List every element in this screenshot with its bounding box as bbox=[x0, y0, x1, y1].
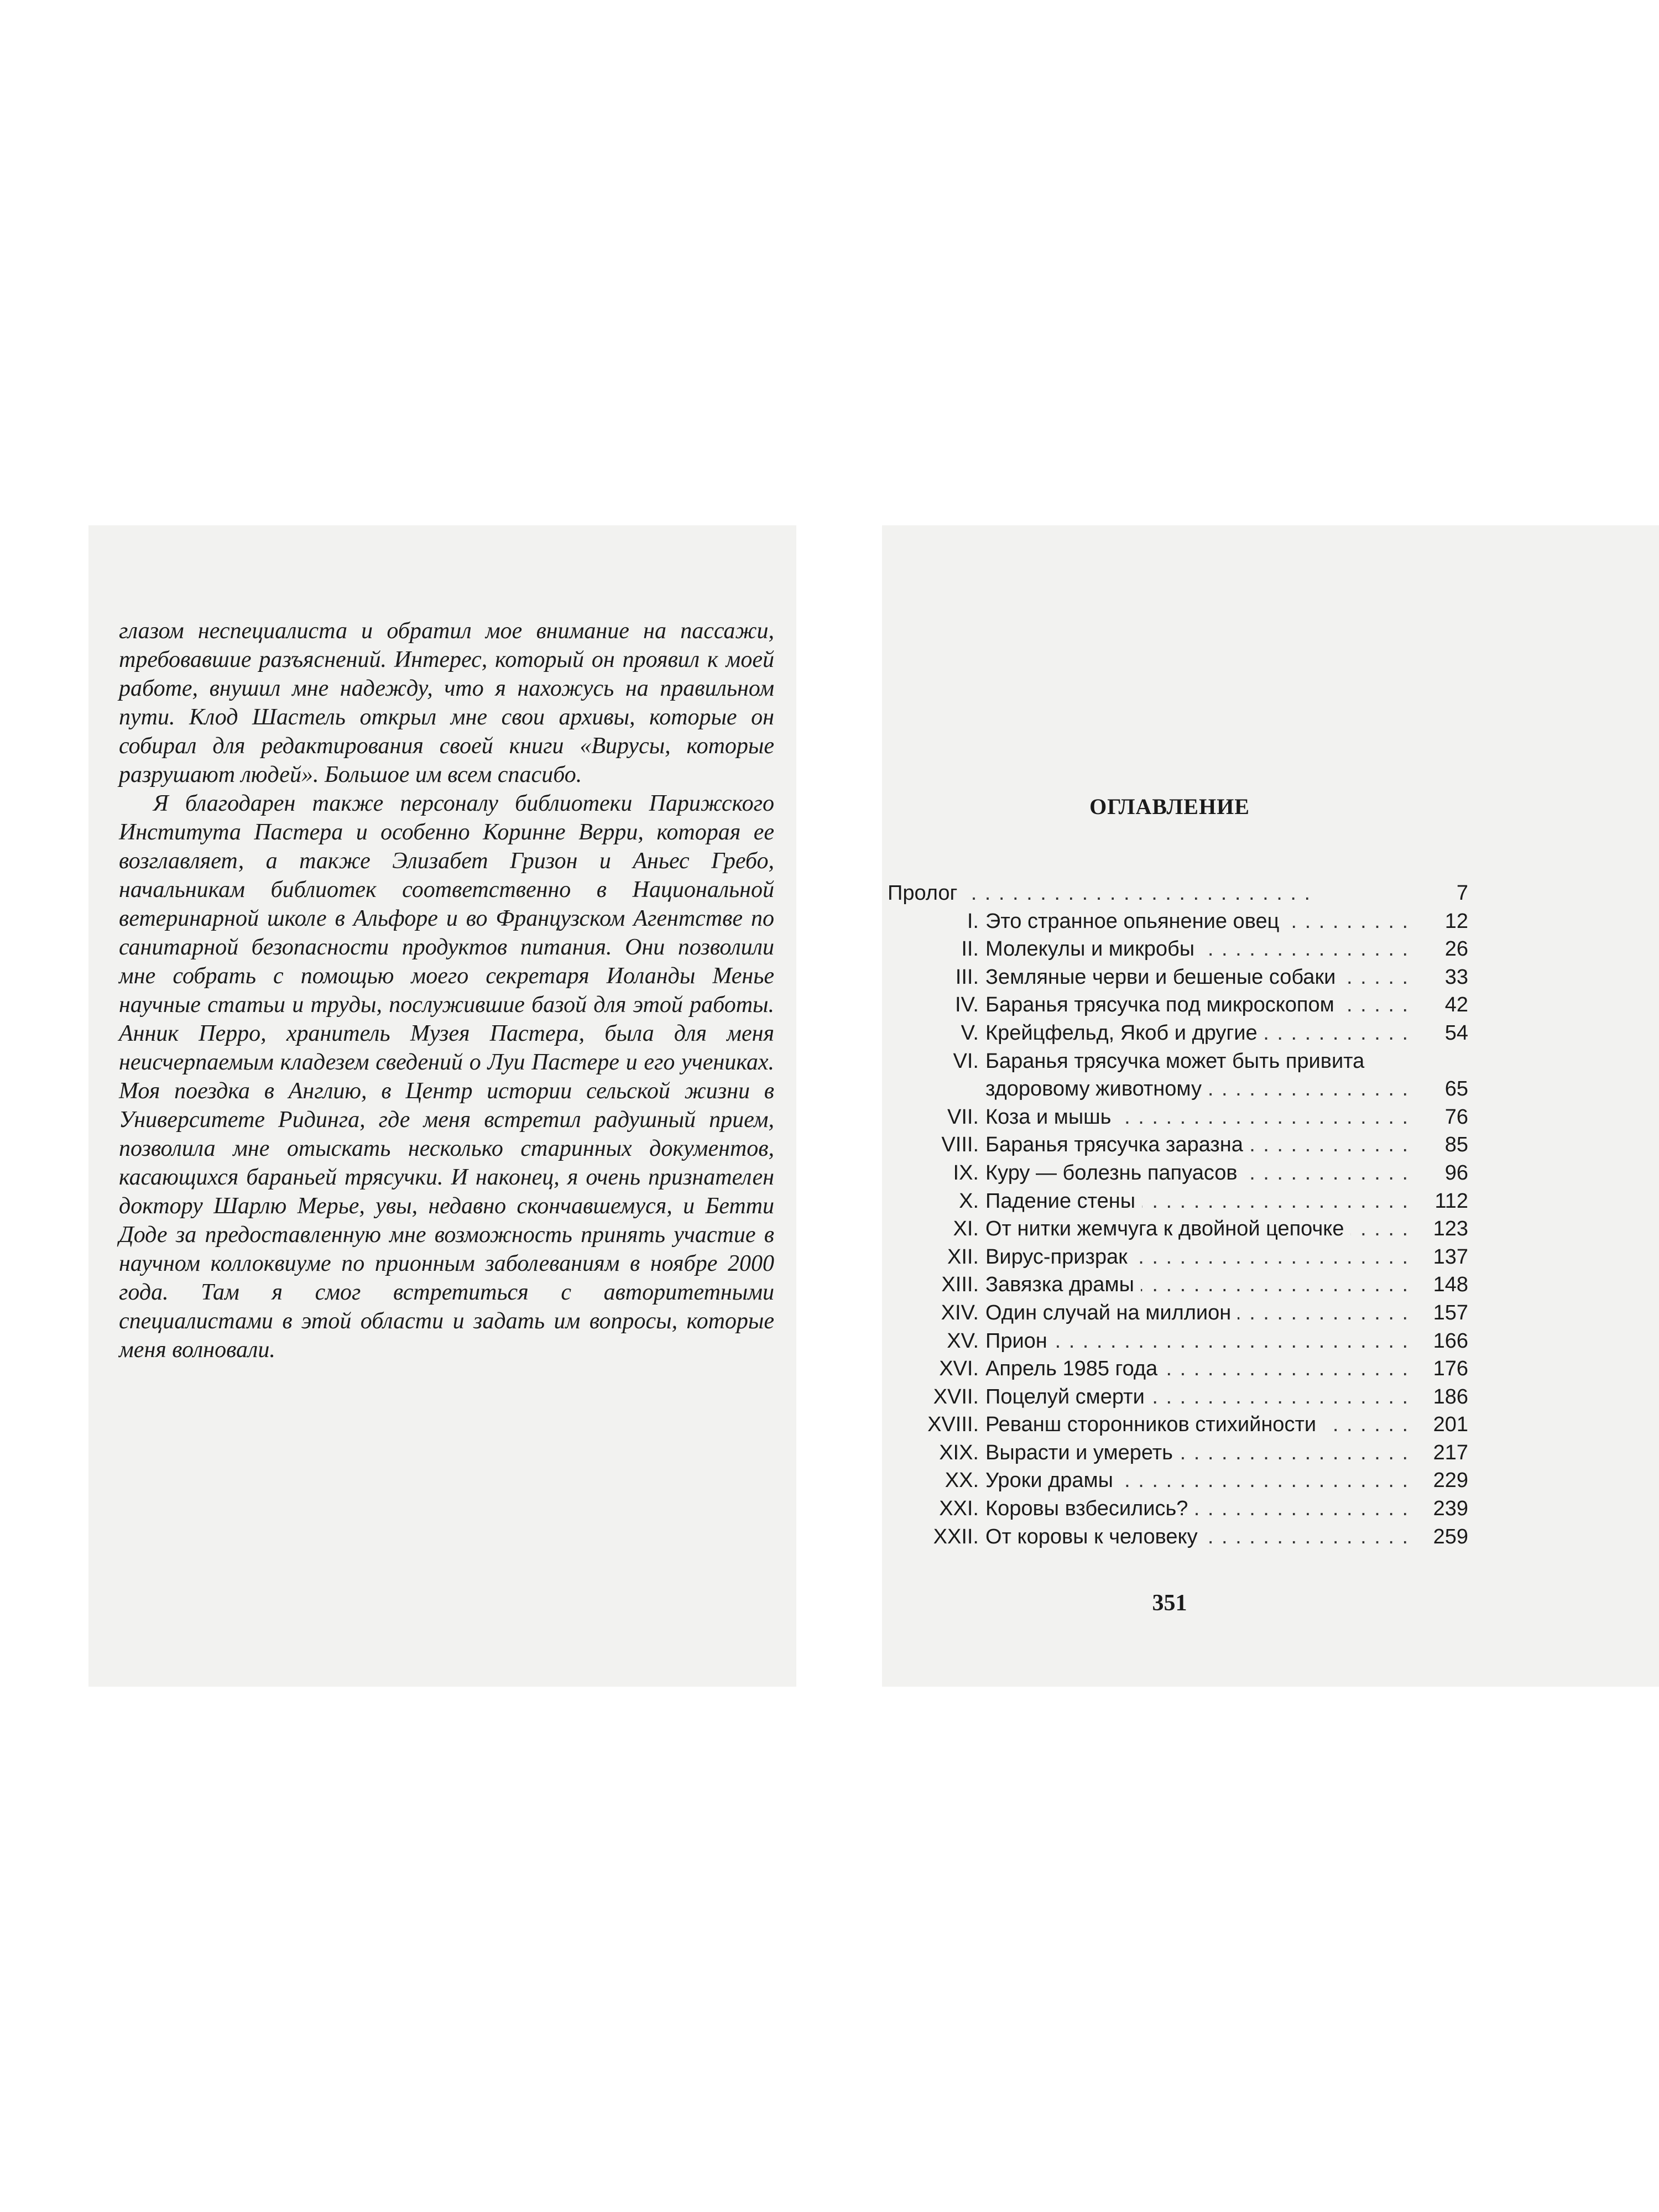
chapter-title-text: Коровы взбесились? bbox=[985, 1497, 1194, 1520]
chapter-page-number: 186 bbox=[1433, 1385, 1468, 1408]
chapter-title bbox=[985, 1411, 1411, 1439]
chapter-page-number: 166 bbox=[1433, 1329, 1468, 1353]
toc-entry bbox=[888, 907, 1468, 936]
chapter-number: IV. bbox=[955, 993, 979, 1017]
chapter-page-number: 12 bbox=[1444, 909, 1468, 933]
chapter-title-text: Поцелуй смерти bbox=[985, 1385, 1151, 1408]
chapter-page-number: 54 bbox=[1444, 1021, 1468, 1045]
chapter-number: XXII. bbox=[933, 1525, 979, 1548]
chapter-title-text: Прион bbox=[985, 1329, 1054, 1353]
chapter-title-text: Коза и мышь bbox=[985, 1105, 1118, 1129]
chapter-page-number: 217 bbox=[1433, 1441, 1468, 1464]
table-of-contents bbox=[888, 879, 1468, 1551]
toc-entry bbox=[888, 1047, 1468, 1103]
chapter-title-text: Реванш сторонников стихийности bbox=[985, 1413, 1323, 1436]
chapter-number: XVI. bbox=[939, 1357, 979, 1381]
paragraph: глазом неспециалиста и обратил мое внимание на пассажи, требовавшие разъяснений. Интерес, который он проявил к моей работе, внушил мне надежду, что я нахожусь на правильном пути. Клод Шастель открыл мне свои архивы, которые он собирал для редактирования своей книги «Вирусы, которые разрушают людей». Большое им всем спасибо. bbox=[119, 618, 774, 787]
chapter-page-number: 26 bbox=[1444, 937, 1468, 961]
toc-entry bbox=[888, 1411, 1468, 1439]
chapter-title bbox=[985, 963, 1411, 992]
toc-entry bbox=[888, 1271, 1468, 1299]
chapter-page-number: 148 bbox=[1433, 1273, 1468, 1297]
chapter-title bbox=[985, 1467, 1411, 1495]
toc-entry bbox=[888, 1439, 1468, 1467]
page-number: 351 bbox=[1152, 1590, 1187, 1616]
chapter-page-number: 176 bbox=[1433, 1357, 1468, 1381]
toc-entry bbox=[888, 1131, 1468, 1159]
chapter-number: V. bbox=[961, 1021, 979, 1045]
chapter-number: XIV. bbox=[941, 1301, 979, 1324]
chapter-title-text: Апрель 1985 года bbox=[985, 1357, 1164, 1380]
chapter-number: XII. bbox=[947, 1245, 979, 1269]
toc-entry bbox=[888, 1159, 1468, 1187]
chapter-page-number: 33 bbox=[1444, 965, 1468, 989]
toc-entry bbox=[888, 1355, 1468, 1383]
chapter-title-text: Вырасти и умереть bbox=[985, 1441, 1180, 1464]
chapter-page-number: 42 bbox=[1444, 993, 1468, 1017]
chapter-title bbox=[985, 1019, 1411, 1047]
chapter-title bbox=[985, 1047, 1411, 1103]
toc-entry bbox=[888, 935, 1468, 963]
chapter-title bbox=[985, 1103, 1411, 1131]
chapter-title bbox=[985, 1131, 1411, 1159]
chapter-page-number: 65 bbox=[1444, 1077, 1468, 1101]
chapter-number: XX. bbox=[945, 1469, 979, 1493]
chapter-title-text: Крейцфельд, Якоб и другие bbox=[985, 1021, 1264, 1045]
chapter-number: XIX. bbox=[939, 1441, 979, 1464]
chapter-title bbox=[985, 991, 1411, 1019]
chapter-title bbox=[985, 1243, 1411, 1271]
chapter-page-number: 112 bbox=[1434, 1189, 1468, 1213]
chapter-title bbox=[985, 1439, 1411, 1467]
chapter-title bbox=[985, 1215, 1411, 1243]
chapter-title bbox=[985, 935, 1411, 963]
chapter-number: VIII. bbox=[941, 1133, 979, 1157]
chapter-title bbox=[985, 907, 1411, 936]
toc-entry bbox=[888, 1467, 1468, 1495]
right-page bbox=[882, 525, 1659, 1687]
chapter-title bbox=[985, 1355, 1411, 1383]
toc-title: ОГЛАВЛЕНИЕ bbox=[1089, 794, 1250, 819]
toc-entry bbox=[888, 1019, 1468, 1047]
chapter-page-number: 259 bbox=[1433, 1525, 1468, 1548]
chapter-number: I. bbox=[967, 909, 979, 933]
chapter-page-number: 96 bbox=[1444, 1161, 1468, 1185]
chapter-title-text: Баранья трясучка может быть привита здоровому животному bbox=[985, 1049, 1365, 1101]
chapter-title-text: От нитки жемчуга к двойной цепочке bbox=[985, 1217, 1350, 1240]
chapter-number: XI. bbox=[953, 1217, 979, 1241]
chapter-page-number: 157 bbox=[1433, 1301, 1468, 1324]
chapter-title bbox=[985, 1523, 1411, 1551]
chapter-title-text: Падение стены bbox=[985, 1190, 1142, 1213]
toc-entry bbox=[888, 1523, 1468, 1551]
toc-entry bbox=[888, 991, 1468, 1019]
toc-entry bbox=[888, 963, 1468, 992]
chapter-number: VI. bbox=[953, 1049, 979, 1073]
chapter-title-text: Завязка драмы bbox=[985, 1273, 1141, 1296]
chapter-number: XIII. bbox=[941, 1273, 979, 1297]
chapter-title-text: Вирус-призрак bbox=[985, 1245, 1134, 1269]
paragraph: Я благодарен также персоналу библиотеки Парижского Института Пастера и особенно Коринне Верри, которая ее возглавляет, а также Элизабет Гризон и Аньес Гребо, начальникам библиотек соответственно в Национальной ветеринарной школе в Альфоре и во Французском Агентстве по санитарной безопасности продуктов питания. Они позволили мне собрать с помощью моего секретаря Иоланды Менье научные статьи и труды, послужившие базой для этой работы. Анник Перро, хранитель Музея Пастера, была для меня неисчерпаемым кладезем сведений о Луи Пастере и его учениках. Моя поездка в Англию, в Центр истории сельской жизни в Университете Ридинга, где меня встретил радушный прием, позволила мне отыскать несколько старинных документов, касающихся бараньей трясучки. И наконец, я очень признателен доктору Шарлю Мерье, увы, недавно скончавшемуся, и Бетти Доде за предоставленную мне возможность принять участие в научном коллоквиуме по прионным заболеваниям в ноябре 2000 года. Там я смог встретиться с авторитетными специалистами в этой области и задать им вопросы, которые меня волновали. bbox=[119, 791, 774, 1363]
chapter-number: III. bbox=[955, 965, 979, 989]
toc-entry bbox=[888, 1383, 1468, 1411]
chapter-title-text: Земляные черви и бешеные собаки bbox=[985, 966, 1342, 989]
chapter-title-text: Это странное опьянение овец bbox=[985, 910, 1286, 933]
chapter-page-number: 7 bbox=[1456, 881, 1468, 905]
toc-entry bbox=[888, 879, 1468, 907]
chapter-title-text: Один случай на миллион bbox=[985, 1301, 1238, 1324]
chapter-title bbox=[985, 1187, 1411, 1215]
chapter-page-number: 137 bbox=[1433, 1245, 1468, 1269]
chapter-number: XVIII. bbox=[927, 1413, 979, 1437]
chapter-number: XXI. bbox=[939, 1497, 979, 1521]
chapter-page-number: 201 bbox=[1433, 1413, 1468, 1437]
chapter-number: VII. bbox=[947, 1105, 979, 1129]
chapter-title bbox=[985, 1299, 1411, 1327]
toc-entry bbox=[888, 1215, 1468, 1243]
toc-entry bbox=[888, 1243, 1468, 1271]
chapter-title bbox=[985, 1495, 1411, 1523]
chapter-page-number: 123 bbox=[1433, 1217, 1468, 1241]
toc-entry bbox=[888, 1327, 1468, 1355]
chapter-title bbox=[985, 1159, 1411, 1187]
chapter-title-text: От коровы к человеку bbox=[985, 1525, 1204, 1548]
chapter-title bbox=[985, 1271, 1411, 1299]
chapter-number: X. bbox=[959, 1189, 979, 1213]
toc-entry bbox=[888, 1187, 1468, 1215]
chapter-title bbox=[888, 879, 1411, 907]
chapter-number: II. bbox=[961, 937, 979, 961]
chapter-page-number: 239 bbox=[1433, 1497, 1468, 1521]
chapter-number: XV. bbox=[947, 1329, 979, 1353]
toc-entry bbox=[888, 1299, 1468, 1327]
chapter-page-number: 85 bbox=[1444, 1133, 1468, 1157]
chapter-title-text: Баранья трясучка заразна bbox=[985, 1133, 1250, 1156]
left-page bbox=[88, 525, 796, 1687]
chapter-page-number: 76 bbox=[1444, 1105, 1468, 1129]
chapter-title bbox=[985, 1327, 1411, 1355]
chapter-number: IX. bbox=[953, 1161, 979, 1185]
chapter-title-text: Пролог bbox=[888, 881, 964, 905]
chapter-title-text: Уроки драмы bbox=[985, 1469, 1120, 1492]
toc-entry bbox=[888, 1495, 1468, 1523]
chapter-title-text: Баранья трясучка под микроскопом bbox=[985, 993, 1341, 1016]
toc-entry bbox=[888, 1103, 1468, 1131]
chapter-title-text: Куру — болезнь папуасов bbox=[985, 1161, 1244, 1185]
chapter-number: XVII. bbox=[933, 1385, 979, 1408]
acknowledgements-text bbox=[119, 617, 774, 1364]
chapter-title bbox=[985, 1383, 1411, 1411]
chapter-title-text: Молекулы и микробы bbox=[985, 937, 1201, 961]
chapter-page-number: 229 bbox=[1433, 1469, 1468, 1493]
